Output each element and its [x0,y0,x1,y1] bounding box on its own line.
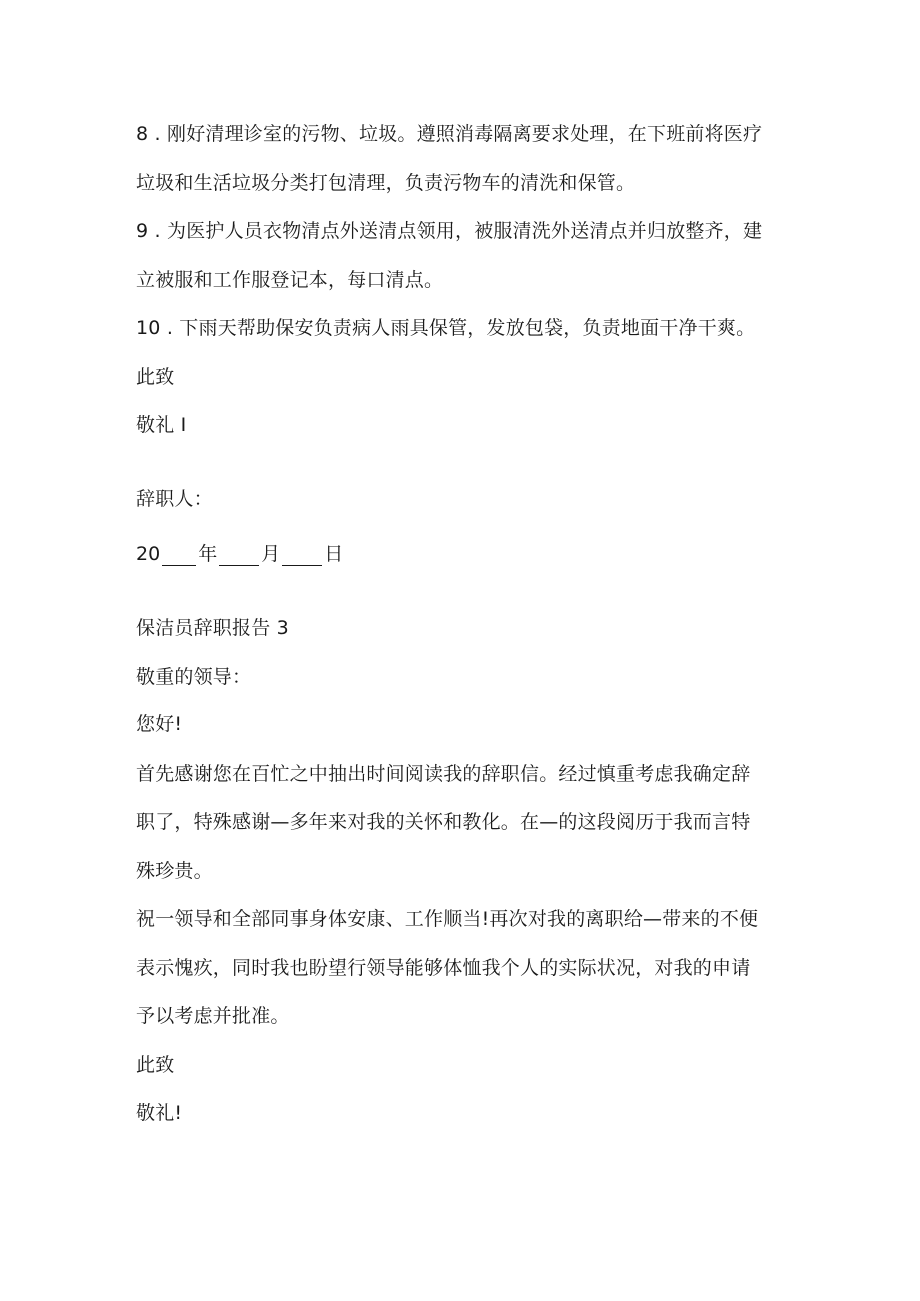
year-blank [162,547,196,566]
item-9-line-1: 9 . 为医护人员衣物清点外送清点领用，被服清洗外送清点并归放整齐，建 [136,220,763,242]
salutation: 敬重的领导： [136,666,252,688]
para-2-line-2: 表示愧疚，同时我也盼望行领导能够体恤我个人的实际状况，对我的申请 [136,957,751,979]
item-9-line-2: 立被服和工作服登记本，每口清点。 [136,269,444,291]
closing-cizhi-2: 此致 [136,1054,175,1076]
date-year: 年 [198,543,218,565]
item-8-line-1: 8 . 刚好清理诊室的污物、垃圾。遵照消毒隔离要求处理，在下班前将医疗 [136,123,763,145]
para-2-line-1: 祝一领导和全部同事身体安康、工作顺当!再次对我的离职给—带来的不便 [136,908,759,930]
signatory-label: 辞职人： [136,488,213,510]
month-blank [219,547,259,566]
day-blank [282,547,322,566]
report-title: 保洁员辞职报告 3 [136,617,289,639]
greeting: 您好! [136,713,183,735]
para-1-line-2: 职了，特殊感谢—多年来对我的关怀和教化。在—的这段阅历于我而言特 [136,811,751,833]
item-10-line: 10 . 下雨天帮助保安负责病人雨具保管，发放包袋，负责地面干净干爽。 [136,317,756,339]
closing-jingli-1: 敬礼 I [136,414,187,436]
closing-jingli-2: 敬礼! [136,1102,183,1124]
para-2-line-3: 予以考虑并批准。 [136,1005,290,1027]
date-prefix: 20 [136,543,161,565]
date-month: 月 [261,543,281,565]
closing-cizhi-1: 此致 [136,366,175,388]
date-day: 日 [324,543,344,565]
para-1-line-1: 首先感谢您在百忙之中抽出时间阅读我的辞职信。经过慎重考虑我确定辞 [136,763,751,785]
item-8-line-2: 垃圾和生活垃圾分类打包清理，负责污物车的清洗和保管。 [136,172,636,194]
date-line [136,542,343,566]
para-1-line-3: 殊珍贵。 [136,860,213,882]
